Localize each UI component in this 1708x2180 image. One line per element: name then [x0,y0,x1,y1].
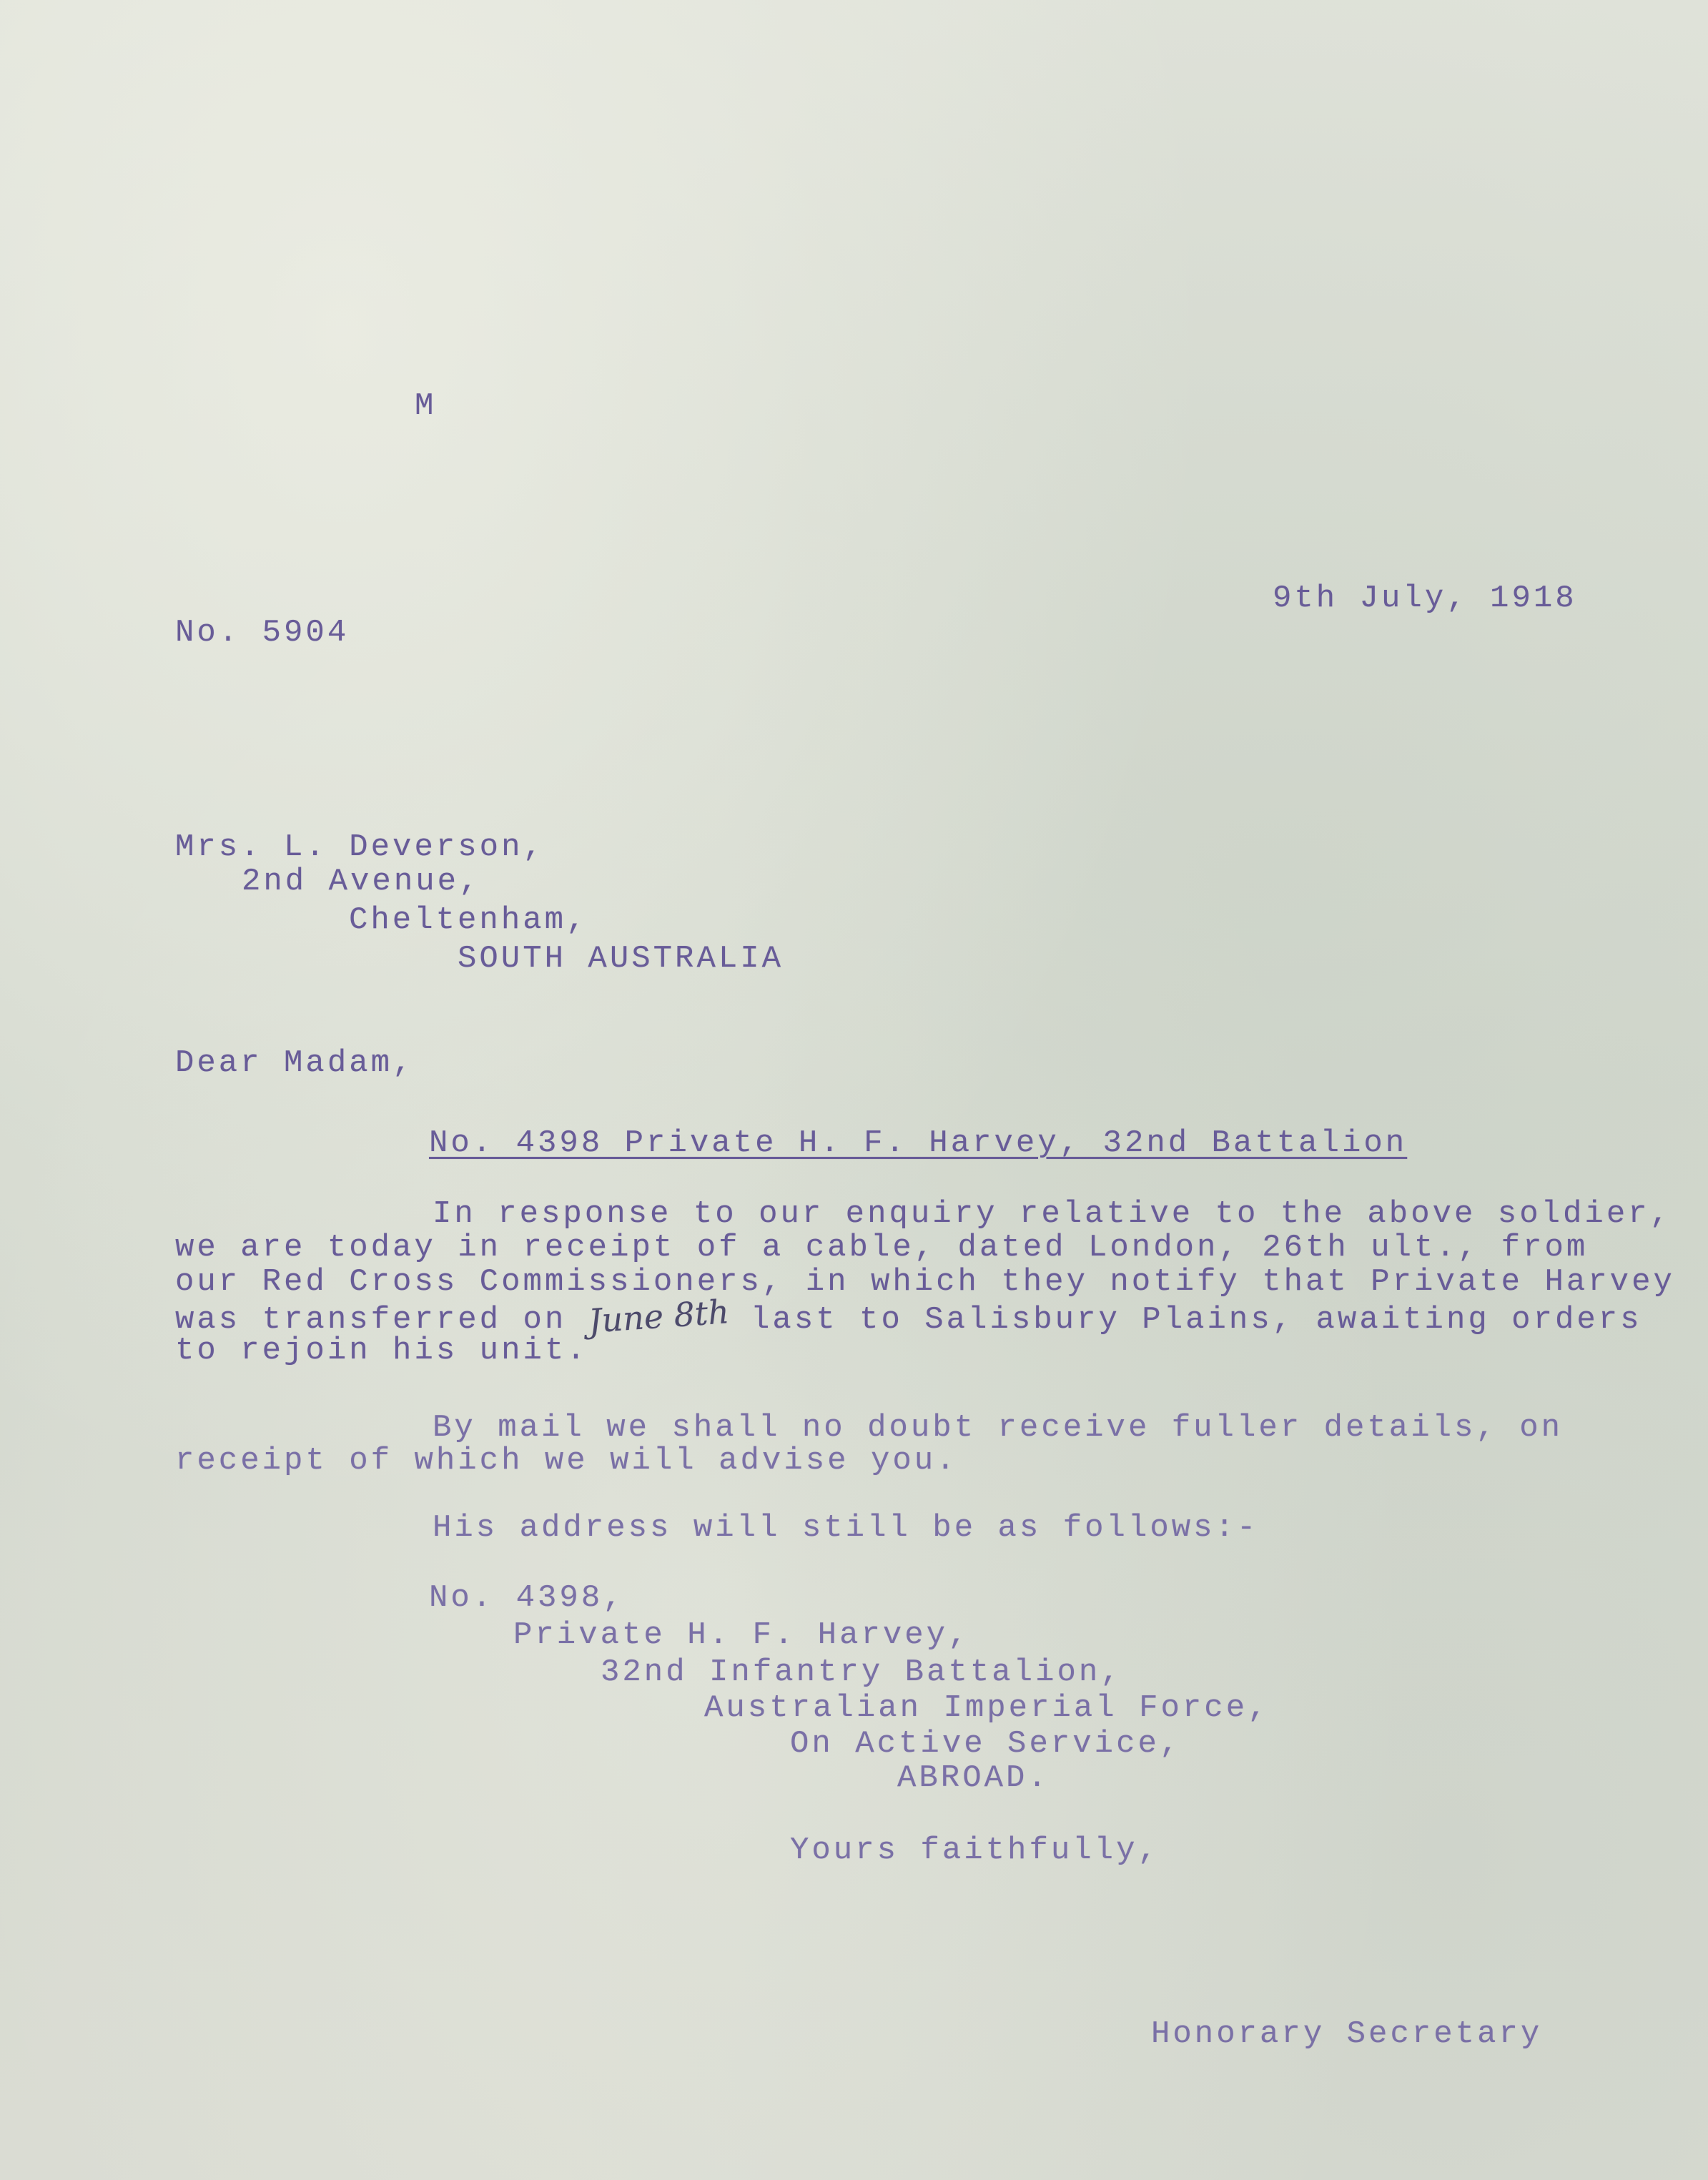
handwritten-date: June 8th [587,1292,731,1341]
body-line: By mail we shall no doubt receive fuller details, on [433,1410,1564,1446]
address-line: ABROAD. [897,1760,1050,1796]
body-line: we are today in receipt of a cable, dated London, 26th ult., from [175,1230,1589,1266]
body-line: our Red Cross Commissioners, in which they notify that Private Harvey [175,1264,1675,1300]
body-line-start: was transferred on [175,1302,588,1338]
subject-line: No. 4398 Private H. F. Harvey, 32nd Battalion [429,1125,1408,1161]
signatory-title: Honorary Secretary [1151,2016,1543,2052]
recipient-state: SOUTH AUSTRALIA [458,941,784,977]
typist-initial: M [415,388,437,424]
salutation: Dear Madam, [175,1045,415,1081]
address-line: No. 4398, [429,1580,625,1616]
closing: Yours faithfully, [790,1833,1160,1868]
recipient-street: 2nd Avenue, [242,864,481,899]
letter-date: 9th July, 1918 [1273,581,1577,616]
recipient-name: Mrs. L. Deverson, [175,829,545,865]
address-line: 32nd Infantry Battalion, [601,1654,1122,1690]
address-intro: His address will still be as follows:- [433,1510,1259,1546]
reference-number: No. 5904 [175,615,350,651]
body-line: to rejoin his unit. [175,1333,588,1368]
body-line [175,1292,1642,1341]
body-line: receipt of which we will advise you. [175,1443,958,1479]
body-line: In response to our enquiry relative to the above soldier, [433,1196,1672,1232]
address-line: Australian Imperial Force, [704,1690,1270,1726]
body-line-end: last to Salisbury Plains, awaiting orders [729,1302,1642,1338]
recipient-town: Cheltenham, [349,902,588,938]
address-line: Private H. F. Harvey, [513,1617,970,1653]
address-line: On Active Service, [790,1726,1182,1762]
